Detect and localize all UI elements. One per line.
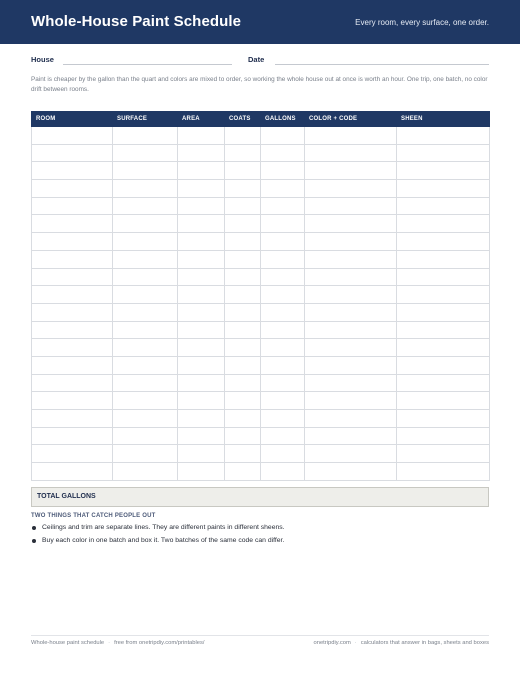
- column-header-sheen: SHEEN: [397, 112, 490, 127]
- column-header-room: ROOM: [32, 112, 113, 127]
- cell-sheen[interactable]: [397, 127, 490, 145]
- total-gallons-bar: [31, 487, 489, 507]
- cell-color-code[interactable]: [305, 268, 397, 286]
- cell-gallons[interactable]: [261, 410, 305, 428]
- cell-area[interactable]: [178, 339, 225, 357]
- cell-gallons[interactable]: [261, 303, 305, 321]
- cell-gallons[interactable]: [261, 427, 305, 445]
- cell-room[interactable]: [32, 374, 113, 392]
- cell-sheen[interactable]: [397, 303, 490, 321]
- cell-gallons[interactable]: [261, 180, 305, 198]
- cell-sheen[interactable]: [397, 374, 490, 392]
- cell-room[interactable]: [32, 427, 113, 445]
- cell-color-code[interactable]: [305, 162, 397, 180]
- cell-color-code[interactable]: [305, 127, 397, 145]
- cell-surface[interactable]: [113, 162, 178, 180]
- cell-surface[interactable]: [113, 356, 178, 374]
- column-header-surface: SURFACE: [113, 112, 178, 127]
- cell-color-code[interactable]: [305, 286, 397, 304]
- cell-sheen[interactable]: [397, 463, 490, 481]
- date-field[interactable]: [275, 64, 489, 65]
- info-fields: [31, 55, 489, 67]
- table-row: [32, 144, 490, 162]
- cell-gallons[interactable]: [261, 215, 305, 233]
- cell-color-code[interactable]: [305, 427, 397, 445]
- cell-surface[interactable]: [113, 286, 178, 304]
- cell-surface[interactable]: [113, 321, 178, 339]
- table-row: [32, 233, 490, 251]
- cell-color-code[interactable]: [305, 321, 397, 339]
- footer-separator: ·: [354, 640, 357, 646]
- table-row: [32, 321, 490, 339]
- cell-sheen[interactable]: [397, 250, 490, 268]
- table-row: [32, 374, 490, 392]
- cell-gallons[interactable]: [261, 268, 305, 286]
- cell-surface[interactable]: [113, 339, 178, 357]
- cell-surface[interactable]: [113, 144, 178, 162]
- cell-area[interactable]: [178, 268, 225, 286]
- cell-sheen[interactable]: [397, 215, 490, 233]
- cell-sheen[interactable]: [397, 286, 490, 304]
- cell-coats[interactable]: [225, 180, 261, 198]
- cell-room[interactable]: [32, 463, 113, 481]
- cell-room[interactable]: [32, 215, 113, 233]
- cell-gallons[interactable]: [261, 250, 305, 268]
- bullet-icon: [32, 539, 36, 543]
- cell-sheen[interactable]: [397, 197, 490, 215]
- cell-coats[interactable]: [225, 286, 261, 304]
- cell-gallons[interactable]: [261, 197, 305, 215]
- cell-room[interactable]: [32, 233, 113, 251]
- cell-color-code[interactable]: [305, 144, 397, 162]
- cell-surface[interactable]: [113, 250, 178, 268]
- footer-right: [314, 640, 489, 646]
- cell-surface[interactable]: [113, 427, 178, 445]
- cell-color-code[interactable]: [305, 250, 397, 268]
- note-text: Ceilings and trim are separate lines. They are different paints in different sheens.: [42, 524, 285, 531]
- cell-sheen[interactable]: [397, 410, 490, 428]
- cell-sheen[interactable]: [397, 321, 490, 339]
- footer-left: [31, 640, 205, 646]
- table-row: [32, 410, 490, 428]
- cell-surface[interactable]: [113, 445, 178, 463]
- cell-gallons[interactable]: [261, 339, 305, 357]
- cell-coats[interactable]: [225, 427, 261, 445]
- cell-sheen[interactable]: [397, 427, 490, 445]
- cell-color-code[interactable]: [305, 356, 397, 374]
- cell-area[interactable]: [178, 127, 225, 145]
- cell-area[interactable]: [178, 427, 225, 445]
- cell-color-code[interactable]: [305, 374, 397, 392]
- table-header-row: [32, 112, 490, 127]
- footer-source: free from onetripdiy.com/printables/: [114, 640, 205, 646]
- cell-coats[interactable]: [225, 356, 261, 374]
- table-row: [32, 445, 490, 463]
- footer-tagline: calculators that answer in bags, sheets and boxes: [360, 640, 489, 646]
- column-header-coats: COATS: [225, 112, 261, 127]
- cell-area[interactable]: [178, 144, 225, 162]
- cell-room[interactable]: [32, 127, 113, 145]
- cell-gallons[interactable]: [261, 392, 305, 410]
- cell-sheen[interactable]: [397, 445, 490, 463]
- table-row: [32, 303, 490, 321]
- total-gallons-label: TOTAL GALLONS: [37, 493, 96, 500]
- notes-list: [31, 521, 491, 547]
- cell-coats[interactable]: [225, 339, 261, 357]
- intro-text: Paint is cheaper by the gallon than the quart and colors are mixed to order, so working the whole house out at once is worth an hour. One trip, one batch, no color drift between rooms.: [31, 76, 488, 93]
- cell-sheen[interactable]: [397, 180, 490, 198]
- cell-gallons[interactable]: [261, 286, 305, 304]
- cell-coats[interactable]: [225, 144, 261, 162]
- cell-coats[interactable]: [225, 162, 261, 180]
- cell-coats[interactable]: [225, 127, 261, 145]
- footer-separator: ·: [108, 640, 111, 646]
- cell-sheen[interactable]: [397, 392, 490, 410]
- cell-color-code[interactable]: [305, 339, 397, 357]
- cell-area[interactable]: [178, 197, 225, 215]
- cell-color-code[interactable]: [305, 392, 397, 410]
- cell-area[interactable]: [178, 215, 225, 233]
- page-title: Whole-House Paint Schedule: [31, 13, 242, 30]
- table-row: [32, 127, 490, 145]
- table-row: [32, 339, 490, 357]
- cell-area[interactable]: [178, 356, 225, 374]
- cell-gallons[interactable]: [261, 356, 305, 374]
- cell-area[interactable]: [178, 180, 225, 198]
- date-label: Date: [248, 55, 265, 64]
- cell-color-code[interactable]: [305, 233, 397, 251]
- cell-room[interactable]: [32, 392, 113, 410]
- table-row: [32, 286, 490, 304]
- cell-coats[interactable]: [225, 410, 261, 428]
- cell-coats[interactable]: [225, 445, 261, 463]
- cell-gallons[interactable]: [261, 162, 305, 180]
- cell-room[interactable]: [32, 339, 113, 357]
- table-row: [32, 356, 490, 374]
- cell-sheen[interactable]: [397, 268, 490, 286]
- cell-surface[interactable]: [113, 410, 178, 428]
- cell-surface[interactable]: [113, 127, 178, 145]
- table-row: [32, 197, 490, 215]
- column-header-color-code: COLOR + CODE: [305, 112, 397, 127]
- column-header-gallons: GALLONS: [261, 112, 305, 127]
- cell-room[interactable]: [32, 197, 113, 215]
- cell-area[interactable]: [178, 250, 225, 268]
- bullet-icon: [32, 526, 36, 530]
- cell-coats[interactable]: [225, 197, 261, 215]
- table-row: [32, 162, 490, 180]
- cell-room[interactable]: [32, 180, 113, 198]
- cell-room[interactable]: [32, 321, 113, 339]
- cell-area[interactable]: [178, 445, 225, 463]
- house-field[interactable]: [63, 64, 232, 65]
- table-body: [32, 127, 490, 481]
- house-label: House: [31, 55, 54, 64]
- table-row: [32, 215, 490, 233]
- cell-sheen[interactable]: [397, 339, 490, 357]
- footer-divider: [31, 635, 489, 636]
- cell-area[interactable]: [178, 410, 225, 428]
- footer-doc-title: Whole-house paint schedule: [31, 640, 105, 646]
- table-row: [32, 250, 490, 268]
- page-header: [0, 0, 520, 44]
- cell-sheen[interactable]: [397, 162, 490, 180]
- cell-surface[interactable]: [113, 374, 178, 392]
- cell-color-code[interactable]: [305, 197, 397, 215]
- cell-surface[interactable]: [113, 197, 178, 215]
- cell-area[interactable]: [178, 392, 225, 410]
- cell-room[interactable]: [32, 445, 113, 463]
- note-text: Buy each color in one batch and box it. Two batches of the same code can differ.: [42, 537, 285, 544]
- cell-surface[interactable]: [113, 268, 178, 286]
- cell-color-code[interactable]: [305, 180, 397, 198]
- cell-room[interactable]: [32, 410, 113, 428]
- cell-area[interactable]: [178, 303, 225, 321]
- cell-room[interactable]: [32, 144, 113, 162]
- cell-area[interactable]: [178, 463, 225, 481]
- cell-area[interactable]: [178, 321, 225, 339]
- cell-gallons[interactable]: [261, 144, 305, 162]
- cell-sheen[interactable]: [397, 356, 490, 374]
- cell-gallons[interactable]: [261, 127, 305, 145]
- table-row: [32, 268, 490, 286]
- footer-site: onetripdiy.com: [313, 640, 351, 646]
- cell-coats[interactable]: [225, 303, 261, 321]
- cell-sheen[interactable]: [397, 233, 490, 251]
- cell-surface[interactable]: [113, 215, 178, 233]
- cell-room[interactable]: [32, 303, 113, 321]
- cell-coats[interactable]: [225, 374, 261, 392]
- cell-room[interactable]: [32, 286, 113, 304]
- cell-gallons[interactable]: [261, 233, 305, 251]
- table-row: [32, 427, 490, 445]
- cell-area[interactable]: [178, 233, 225, 251]
- table-row: [32, 180, 490, 198]
- cell-color-code[interactable]: [305, 445, 397, 463]
- note-item: [31, 534, 491, 547]
- cell-sheen[interactable]: [397, 144, 490, 162]
- cell-coats[interactable]: [225, 392, 261, 410]
- cell-surface[interactable]: [113, 233, 178, 251]
- notes-heading: TWO THINGS THAT CATCH PEOPLE OUT: [31, 513, 156, 519]
- cell-coats[interactable]: [225, 463, 261, 481]
- cell-gallons[interactable]: [261, 374, 305, 392]
- cell-room[interactable]: [32, 356, 113, 374]
- cell-surface[interactable]: [113, 463, 178, 481]
- cell-room[interactable]: [32, 162, 113, 180]
- cell-area[interactable]: [178, 286, 225, 304]
- cell-color-code[interactable]: [305, 215, 397, 233]
- cell-area[interactable]: [178, 162, 225, 180]
- cell-gallons[interactable]: [261, 463, 305, 481]
- cell-surface[interactable]: [113, 392, 178, 410]
- cell-surface[interactable]: [113, 180, 178, 198]
- cell-room[interactable]: [32, 268, 113, 286]
- cell-surface[interactable]: [113, 303, 178, 321]
- note-item: [31, 521, 491, 534]
- cell-room[interactable]: [32, 250, 113, 268]
- cell-coats[interactable]: [225, 215, 261, 233]
- cell-color-code[interactable]: [305, 303, 397, 321]
- table-row: [32, 463, 490, 481]
- cell-color-code[interactable]: [305, 410, 397, 428]
- table-row: [32, 392, 490, 410]
- cell-coats[interactable]: [225, 233, 261, 251]
- cell-coats[interactable]: [225, 321, 261, 339]
- cell-color-code[interactable]: [305, 463, 397, 481]
- cell-coats[interactable]: [225, 268, 261, 286]
- page-tagline: Every room, every surface, one order.: [355, 18, 489, 27]
- paint-schedule-table: [31, 111, 490, 481]
- cell-area[interactable]: [178, 374, 225, 392]
- cell-gallons[interactable]: [261, 321, 305, 339]
- cell-coats[interactable]: [225, 250, 261, 268]
- cell-gallons[interactable]: [261, 445, 305, 463]
- column-header-area: AREA: [178, 112, 225, 127]
